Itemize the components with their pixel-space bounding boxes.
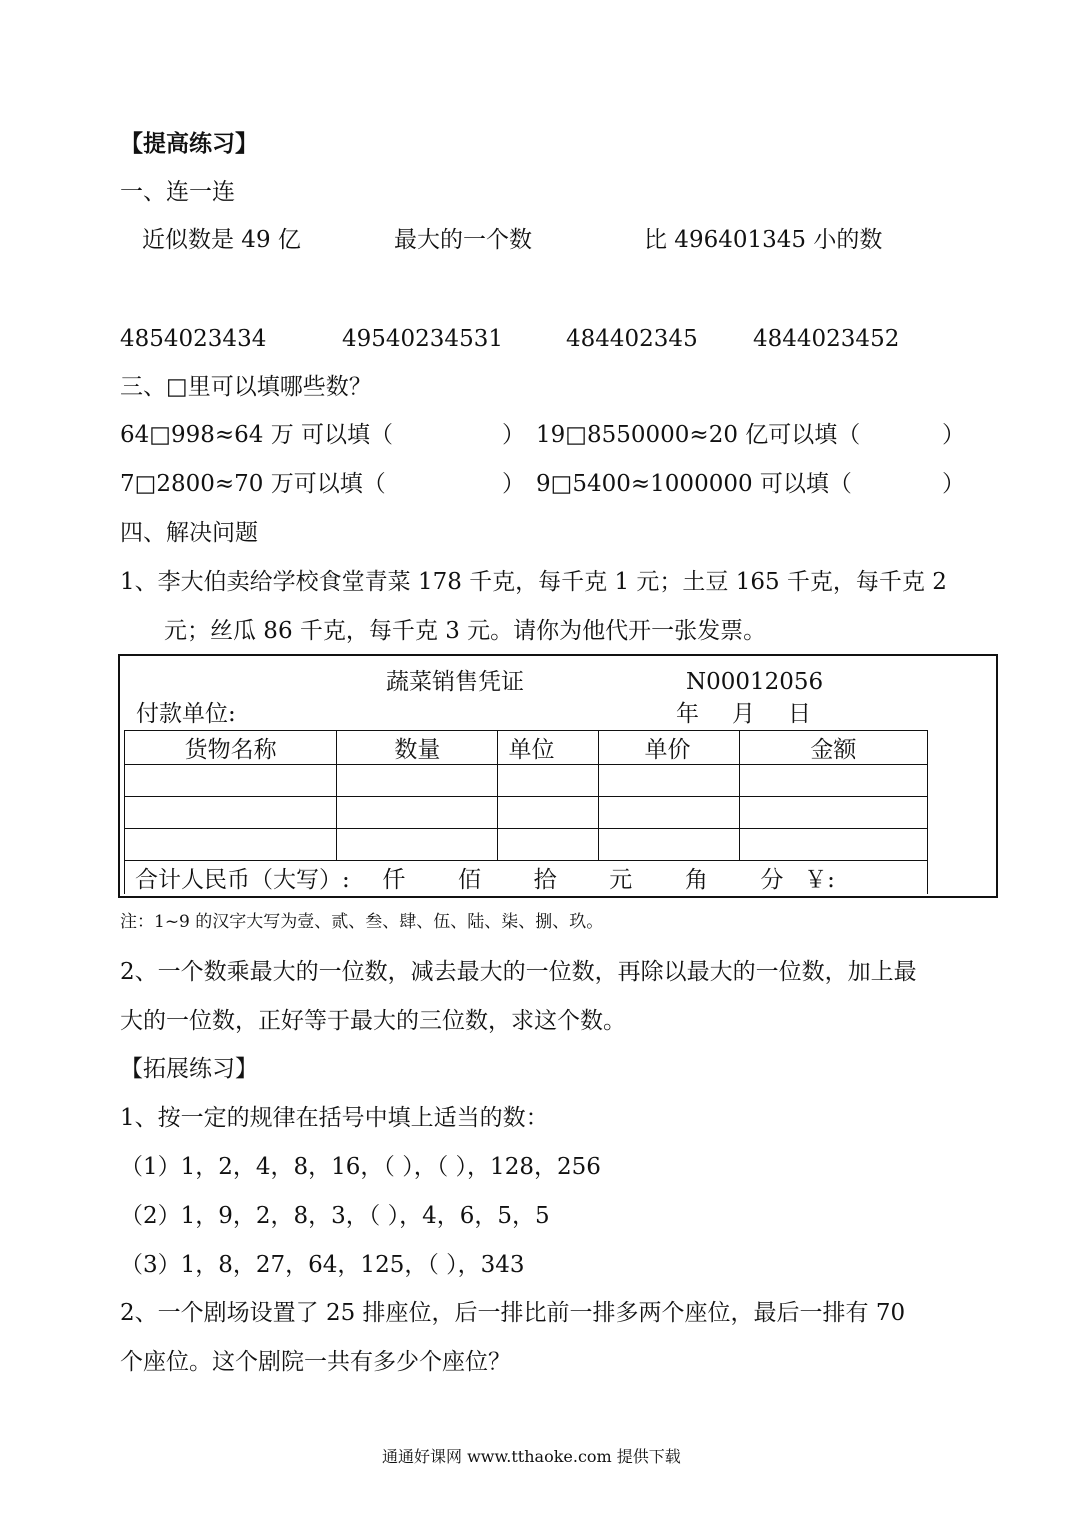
invoice-number: N00012056 bbox=[686, 669, 824, 695]
invoice-row bbox=[125, 765, 928, 797]
invoice-cell[interactable] bbox=[337, 797, 498, 829]
invoice-date-day: 日 bbox=[788, 701, 811, 727]
invoice-cell[interactable] bbox=[739, 797, 927, 829]
invoice-header-goods: 货物名称 bbox=[125, 731, 337, 765]
q3-item-2: 19□8550000≈20 亿可以填（ bbox=[536, 422, 861, 448]
q4-problem-2-line-2: 大的一位数，正好等于最大的三位数，求这个数。 bbox=[120, 1008, 626, 1034]
q4-problem-2-line-1: 2、一个数乘最大的一位数，减去最大的一位数，再除以最大的一位数，加上最 bbox=[120, 959, 917, 985]
invoice-header-unit-price: 单价 bbox=[598, 731, 739, 765]
invoice-total-unit-yuan: 元 bbox=[609, 867, 633, 893]
ext-problem-1: 1、按一定的规律在括号中填上适当的数： bbox=[120, 1105, 549, 1131]
invoice-total-cell bbox=[125, 861, 928, 895]
q4-problem-1-line-1: 1、李大伯卖给学校食堂青菜 178 千克，每千克 1 元；土豆 165 千克，每千克 2 bbox=[120, 569, 947, 595]
invoice-cell[interactable] bbox=[498, 797, 598, 829]
invoice-cell[interactable] bbox=[337, 829, 498, 861]
q1-bottom-item-1: 4854023434 bbox=[120, 326, 267, 352]
q3-heading: 三、□里可以填哪些数？ bbox=[120, 374, 372, 400]
q3-item-4-close: ） bbox=[942, 471, 965, 497]
invoice-table bbox=[124, 730, 928, 894]
invoice-header-quantity: 数量 bbox=[337, 731, 498, 765]
q1-bottom-item-3: 484402345 bbox=[566, 326, 698, 352]
q1-heading: 一、连一连 bbox=[120, 179, 235, 205]
invoice-date-year: 年 bbox=[676, 701, 699, 727]
q3-item-3: 7□2800≈70 万可以填（ bbox=[120, 471, 386, 497]
invoice-cell[interactable] bbox=[498, 829, 598, 861]
invoice-row bbox=[125, 797, 928, 829]
invoice-total-unit-bai: 佰 bbox=[458, 867, 481, 893]
invoice-cell[interactable] bbox=[598, 797, 739, 829]
q1-bottom-item-2: 49540234531 bbox=[342, 326, 503, 352]
invoice-header-amount: 金额 bbox=[739, 731, 927, 765]
invoice-row bbox=[125, 829, 928, 861]
invoice-title: 蔬菜销售凭证 bbox=[386, 669, 524, 695]
q3-item-1: 64□998≈64 万 可以填（ bbox=[120, 422, 394, 448]
q3-item-2-close: ） bbox=[942, 422, 965, 448]
invoice-cell[interactable] bbox=[598, 829, 739, 861]
ext-sequence-2: （2）1，9，2，8，3，（ ），4，6，5，5 bbox=[120, 1203, 550, 1229]
invoice-cell[interactable] bbox=[598, 765, 739, 797]
invoice-total-unit-jiao: 角 bbox=[684, 867, 708, 893]
invoice-payer-label: 付款单位: bbox=[136, 701, 236, 727]
ext-problem-2-line-2: 个座位。这个剧院一共有多少个座位？ bbox=[120, 1349, 511, 1375]
ext-problem-2-line-1: 2、一个剧场设置了 25 排座位，后一排比前一排多两个座位，最后一排有 70 bbox=[120, 1300, 906, 1326]
invoice-total-yen: ￥: bbox=[804, 867, 835, 893]
q4-note: 注：1~9 的汉字大写为壹、贰、叁、肆、伍、陆、柒、捌、玖。 bbox=[120, 912, 604, 932]
section-extend-heading: 【拓展练习】 bbox=[120, 1056, 258, 1082]
invoice-header-row bbox=[125, 731, 928, 765]
invoice-total-unit-shi: 拾 bbox=[533, 867, 557, 893]
q1-top-item-2: 最大的一个数 bbox=[394, 227, 532, 253]
invoice-total-unit-fen: 分 bbox=[760, 867, 784, 893]
invoice-cell[interactable] bbox=[337, 765, 498, 797]
invoice-cell[interactable] bbox=[739, 765, 927, 797]
invoice-header-unit: 单位 bbox=[498, 731, 598, 765]
invoice-form bbox=[118, 654, 998, 898]
q3-item-4: 9□5400≈1000000 可以填（ bbox=[536, 471, 852, 497]
q1-bottom-item-4: 4844023452 bbox=[753, 326, 900, 352]
invoice-cell[interactable] bbox=[498, 765, 598, 797]
invoice-total-row bbox=[125, 861, 928, 895]
q3-item-1-close: ） bbox=[502, 422, 525, 448]
ext-sequence-3: （3）1，8，27，64，125，（ ），343 bbox=[120, 1252, 525, 1278]
q1-top-item-3: 比 496401345 小的数 bbox=[644, 227, 883, 253]
invoice-date-month: 月 bbox=[732, 701, 755, 727]
invoice-cell[interactable] bbox=[125, 765, 337, 797]
footer-text: 通通好课网 www.tthaoke.com 提供下载 bbox=[382, 1447, 681, 1466]
ext-sequence-1: （1）1，2，4，8，16，（ ），（ ），128，256 bbox=[120, 1154, 601, 1180]
invoice-cell[interactable] bbox=[125, 829, 337, 861]
q1-top-item-1: 近似数是 49 亿 bbox=[142, 227, 301, 253]
invoice-cell[interactable] bbox=[739, 829, 927, 861]
q4-heading: 四、解决问题 bbox=[120, 520, 258, 546]
invoice-cell[interactable] bbox=[125, 797, 337, 829]
q4-problem-1-line-2: 元；丝瓜 86 千克，每千克 3 元。请你为他代开一张发票。 bbox=[164, 618, 767, 644]
invoice-total-label: 合计人民币（大写）: bbox=[135, 867, 350, 893]
section-improve-heading: 【提高练习】 bbox=[120, 130, 258, 157]
q3-item-3-close: ） bbox=[502, 471, 525, 497]
invoice-total-unit-qian: 仟 bbox=[382, 867, 406, 893]
